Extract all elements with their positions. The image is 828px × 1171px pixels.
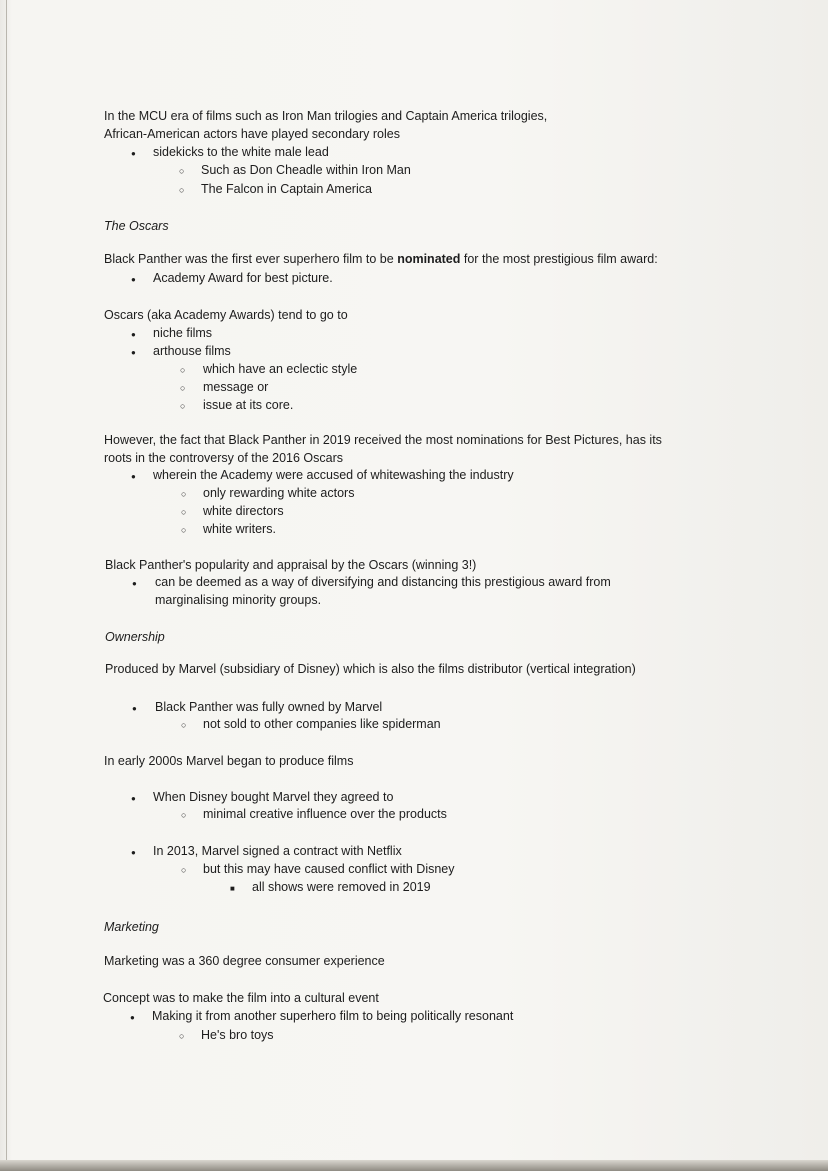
oscars-p3-sub-2: white directors — [203, 504, 284, 518]
oscars-p4-bullet-line-2: marginalising minority groups. — [155, 593, 322, 607]
oscars-p3-sub-1: only rewarding white actors — [203, 486, 355, 500]
bullet-circle-icon — [180, 361, 185, 378]
page-left-edge — [6, 0, 7, 1171]
oscars-p1-text: Black Panther was the first ever superhero film to be — [104, 252, 398, 266]
oscars-heading: The Oscars — [104, 219, 169, 233]
bullet-dot-icon — [131, 843, 136, 861]
oscars-p2-sub-1: which have an eclectic style — [203, 362, 358, 376]
ownership-sub-3: but this may have caused conflict with Disney — [203, 862, 455, 876]
bullet-square-icon — [230, 879, 235, 897]
bullet-dot-icon — [131, 789, 136, 807]
ownership-paragraph-2: In early 2000s Marvel began to produce films — [104, 754, 354, 768]
bullet-circle-icon — [181, 716, 186, 733]
bullet-circle-icon — [181, 861, 186, 878]
ownership-sub-1: not sold to other companies like spiderman — [203, 717, 441, 731]
bullet-dot-icon — [130, 1008, 135, 1026]
oscars-p3-sub-3: white writers. — [203, 522, 276, 536]
bullet-dot-icon — [131, 467, 136, 485]
ownership-bullet-3: In 2013, Marvel signed a contract with Netflix — [153, 844, 402, 858]
ownership-heading: Ownership — [105, 630, 165, 644]
bullet-circle-icon — [179, 162, 184, 179]
ownership-paragraph-1: Produced by Marvel (subsidiary of Disney) which is also the films distributor (vertical integration) — [105, 662, 636, 676]
page-bottom-edge — [0, 1160, 828, 1171]
bullet-dot-icon — [131, 144, 136, 162]
oscars-p2-sub-2: message or — [203, 380, 269, 394]
bullet-circle-icon — [179, 181, 184, 198]
intro-bullet-1: sidekicks to the white male lead — [153, 145, 329, 159]
ownership-bullet-1: Black Panther was fully owned by Marvel — [155, 700, 383, 714]
oscars-p1-text-end: for the most prestigious film award: — [460, 252, 658, 266]
intro-line-1: In the MCU era of films such as Iron Man trilogies and Captain America trilogies, — [104, 109, 548, 123]
bullet-dot-icon — [132, 699, 137, 717]
marketing-paragraph-2: Concept was to make the film into a cultural event — [103, 991, 379, 1005]
bullet-circle-icon — [180, 397, 185, 414]
bullet-dot-icon — [131, 325, 136, 343]
marketing-sub-1: He's bro toys — [201, 1028, 274, 1042]
oscars-p4-bullet-line-1: can be deemed as a way of diversifying and distancing this prestigious award from — [155, 575, 611, 589]
bullet-circle-icon — [181, 521, 186, 538]
ownership-bullet-2: When Disney bought Marvel they agreed to — [153, 790, 394, 804]
oscars-p2-bullet-2: arthouse films — [153, 344, 231, 358]
oscars-paragraph-3-line-1: However, the fact that Black Panther in 2019 received the most nominations for Best Pictures, has its — [104, 433, 662, 447]
ownership-sub-2: minimal creative influence over the products — [203, 807, 447, 821]
oscars-p2-bullet-1: niche films — [153, 326, 213, 340]
oscars-p1-bullet: Academy Award for best picture. — [153, 271, 333, 285]
oscars-paragraph-4: Black Panther's popularity and appraisal by the Oscars (winning 3!) — [105, 558, 477, 572]
intro-sub-bullet-2: The Falcon in Captain America — [201, 182, 372, 196]
bullet-circle-icon — [181, 503, 186, 520]
intro-sub-bullet-1: Such as Don Cheadle within Iron Man — [201, 163, 411, 177]
oscars-paragraph-2: Oscars (aka Academy Awards) tend to go to — [104, 308, 348, 322]
oscars-paragraph-1 — [104, 251, 658, 267]
marketing-heading: Marketing — [104, 920, 159, 934]
bullet-dot-icon — [131, 270, 136, 288]
ownership-tertiary-1: all shows were removed in 2019 — [252, 880, 431, 894]
bullet-dot-icon — [131, 343, 136, 361]
bullet-circle-icon — [179, 1027, 184, 1044]
marketing-bullet-1: Making it from another superhero film to being politically resonant — [152, 1009, 514, 1023]
oscars-p3-bullet: wherein the Academy were accused of whitewashing the industry — [153, 468, 514, 482]
oscars-p1-bold: nominated — [397, 252, 461, 266]
bullet-circle-icon — [181, 806, 186, 823]
oscars-p2-sub-3: issue at its core. — [203, 398, 294, 412]
bullet-circle-icon — [181, 485, 186, 502]
bullet-circle-icon — [180, 379, 185, 396]
marketing-paragraph-1: Marketing was a 360 degree consumer experience — [104, 954, 385, 968]
intro-line-2: African-American actors have played secondary roles — [104, 127, 400, 141]
bullet-dot-icon — [132, 574, 137, 592]
oscars-paragraph-3-line-2: roots in the controversy of the 2016 Oscars — [104, 451, 344, 465]
